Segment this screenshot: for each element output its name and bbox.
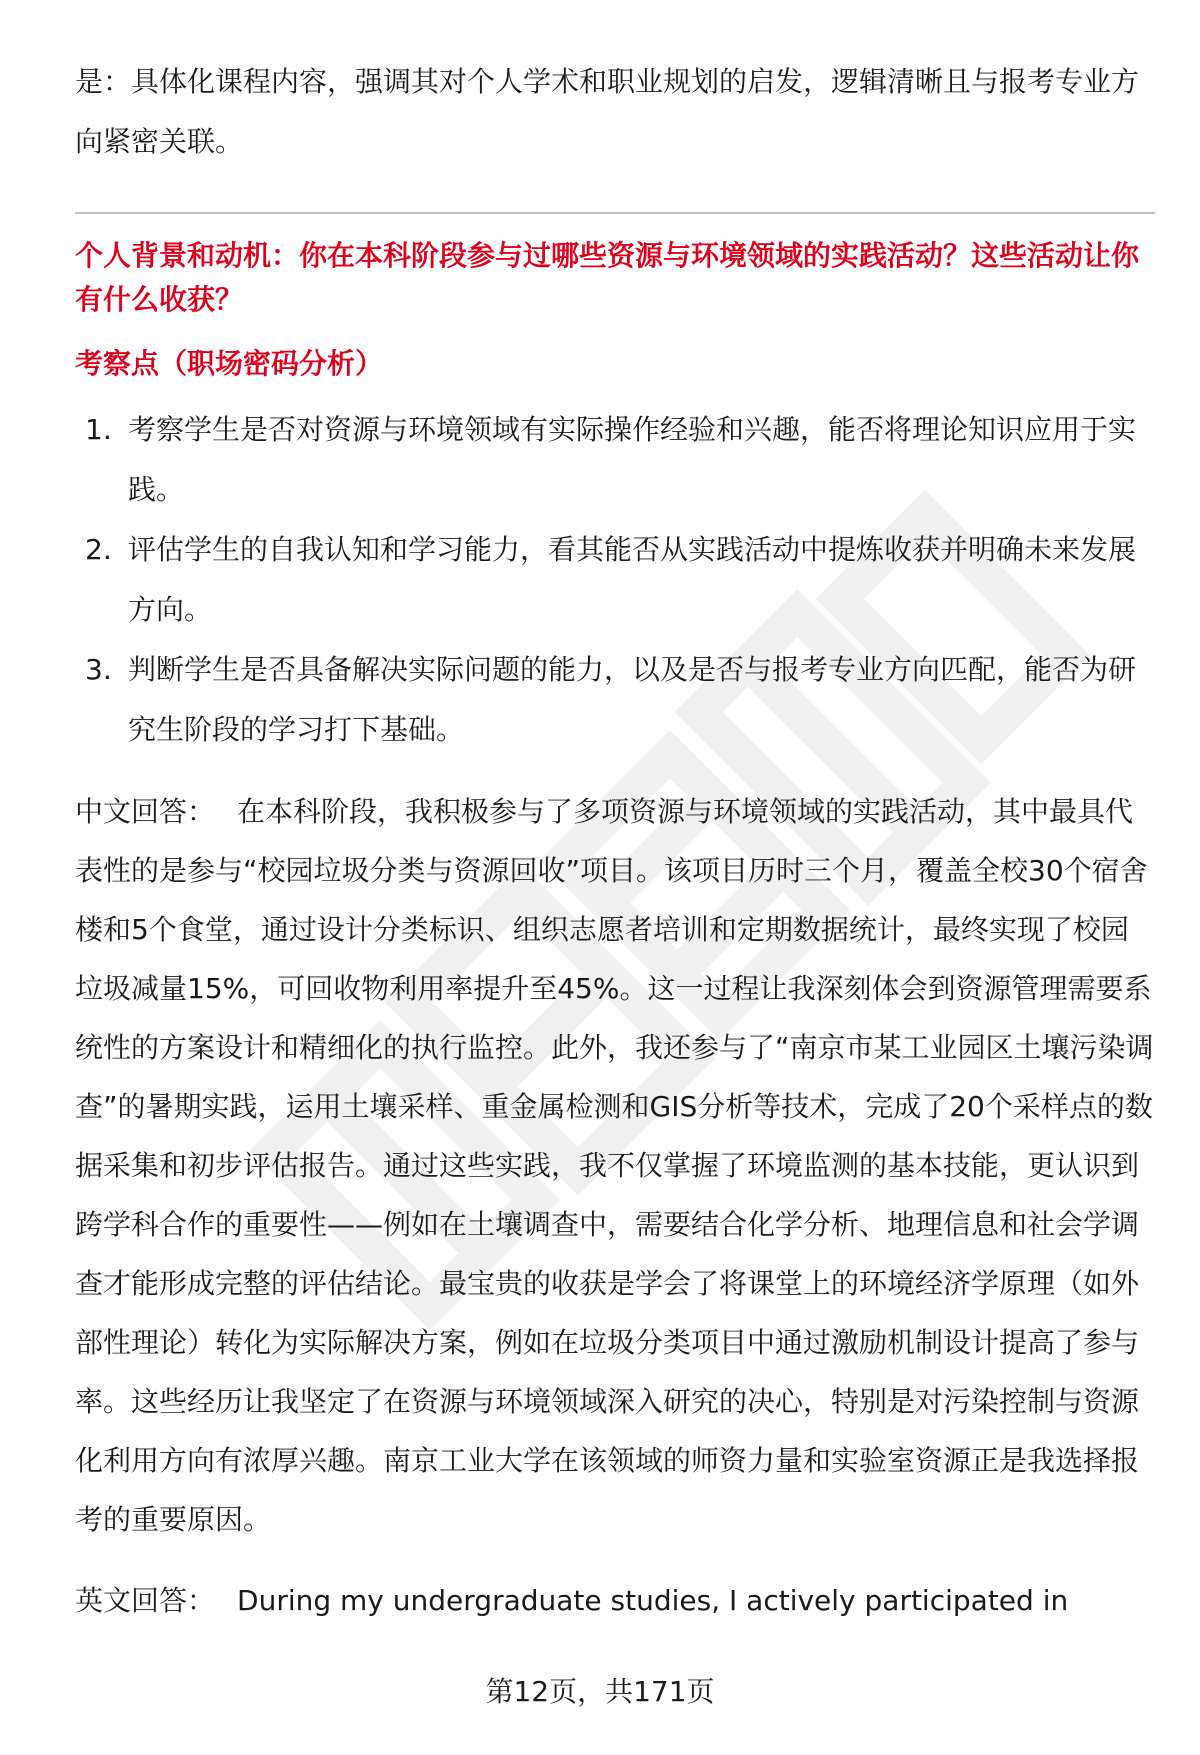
list-item-number: 3. [85, 653, 112, 686]
page-content [75, 52, 1155, 1630]
list-item-number: 2. [85, 533, 112, 566]
list-item [75, 640, 1155, 760]
intro-paragraph: 是：具体化课程内容，强调其对个人学术和职业规划的启发，逻辑清晰且与报考专业方向紧密关联。 [75, 65, 1140, 158]
english-answer-paragraph [75, 1571, 1155, 1630]
chinese-answer-text: 在本科阶段，我积极参与了多项资源与环境领域的实践活动，其中最具代表性的是参与“校园垃圾分类与资源回收”项目。该项目历时三个月，覆盖全校30个宿舍楼和5个食堂，通过设计分类标识、组织志愿者培训和定期数据统计，最终实现了校园垃圾减量15%，可回收物利用率提升至45%。这一过程让我深刻体会到资源管理需要系统性的方案设计和精细化的执行监控。此外，我还参与了“南京市某工业园区土壤污染调查”的暑期实践，运用土壤采样、重金属检测和GIS分析等技术，完成了20个采样点的数据采集和初步评估报告。通过这些实践，我不仅掌握了环境监测的基本技能，更认识到跨学科合作的重要性——例如在土壤调查中，需要结合化学分析、地理信息和社会学调查才能形成完整的评估结论。最宝贵的收获是学会了将课堂上的环境经济学原理（如外部性理论）转化为实际解决方案，例如在垃圾分类项目中通过激励机制设计提高了参与率。这些经历让我坚定了在资源与环境领域深入研究的决心，特别是对污染控制与资源化利用方向有浓厚兴趣。南京工业大学在该领域的师资力量和实验室资源正是我选择报考的重要原因。 [75, 795, 1154, 1536]
chinese-answer-paragraph [75, 782, 1155, 1549]
section-divider [75, 212, 1155, 214]
list-item-text: 判断学生是否具备解决实际问题的能力，以及是否与报考专业方向匹配，能否为研究生阶段的学习打下基础。 [128, 653, 1137, 746]
list-item-text: 评估学生的自我认知和学习能力，看其能否从实践活动中提炼收获并明确未来发展方向。 [128, 533, 1137, 626]
list-item-text: 考察学生是否对资源与环境领域有实际操作经验和兴趣，能否将理论知识应用于实践。 [128, 413, 1137, 506]
assessment-points-list [75, 400, 1155, 760]
page-footer: 第12页，共171页 [485, 1675, 715, 1708]
list-item [75, 400, 1155, 520]
english-answer-label: 英文回答： [75, 1584, 216, 1617]
chinese-answer-label: 中文回答： [75, 795, 216, 828]
section-title: 考察点（职场密码分析） [75, 347, 384, 380]
list-item-number: 1. [85, 413, 112, 446]
list-item [75, 520, 1155, 640]
english-answer-text: During my undergraduate studies, I actively participated in [237, 1584, 1069, 1617]
question-heading: 个人背景和动机：你在本科阶段参与过哪些资源与环境领域的实践活动？这些活动让你有什么收获？ [75, 239, 1140, 316]
